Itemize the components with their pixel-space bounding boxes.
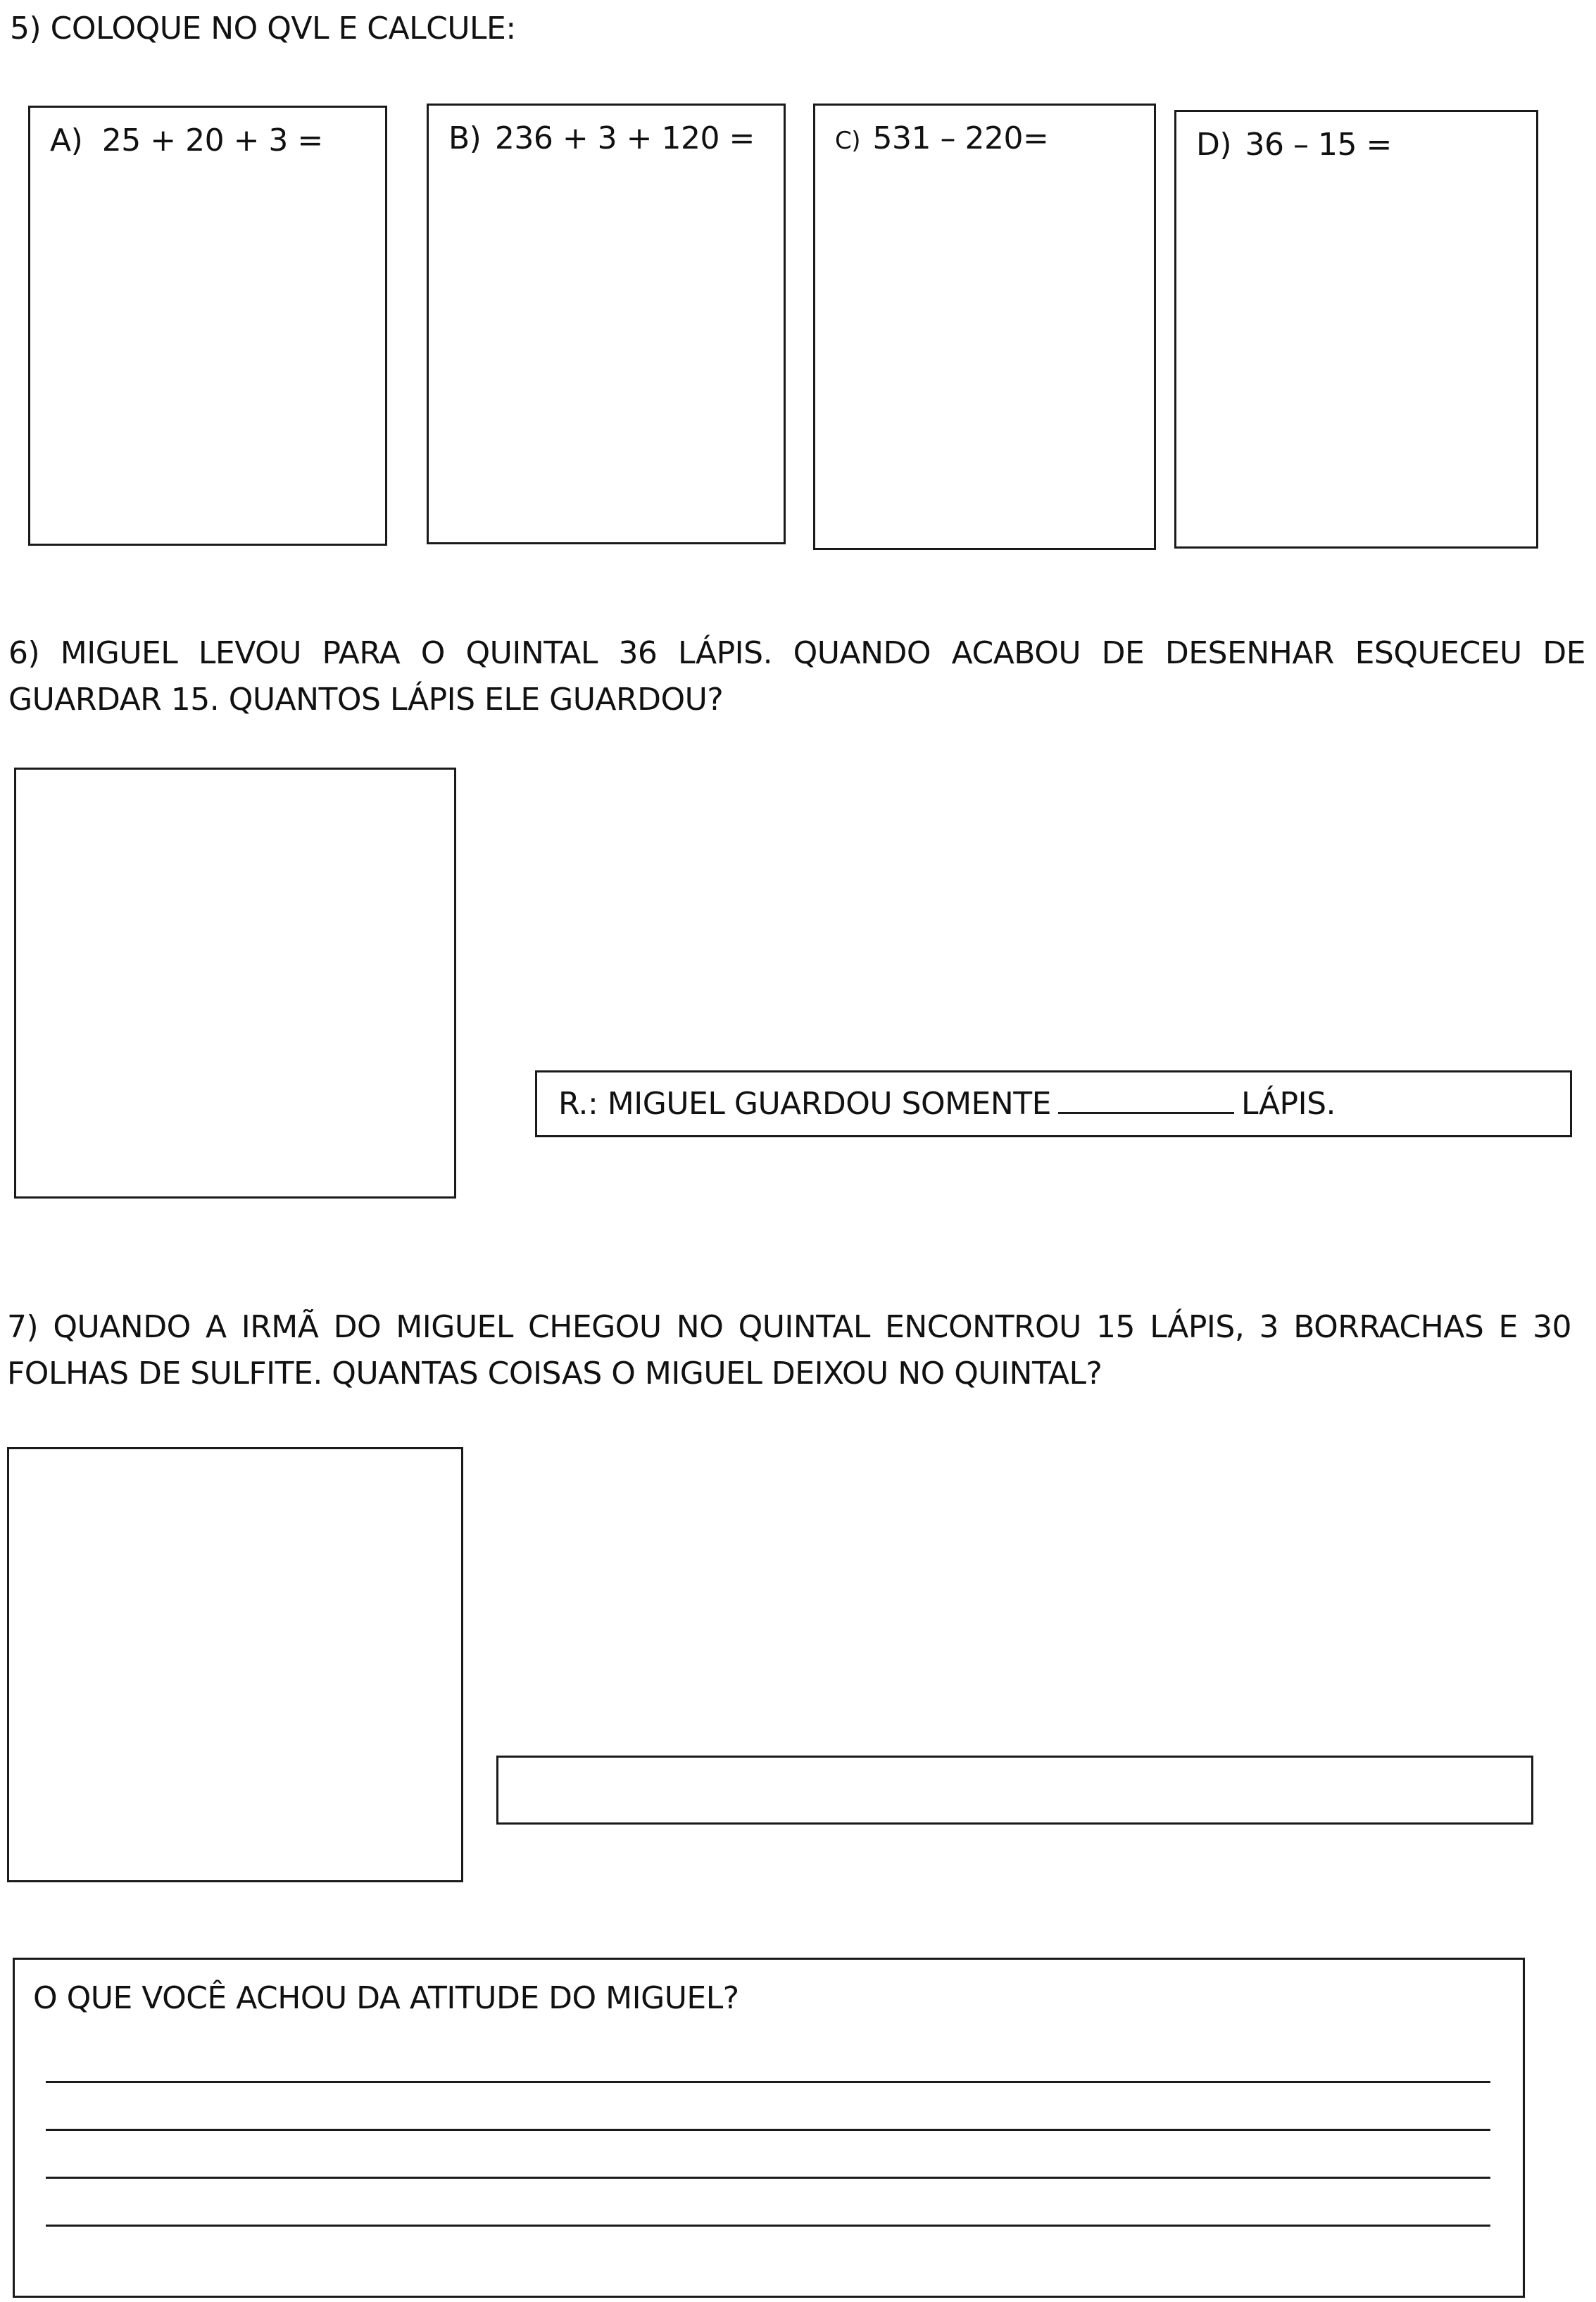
q5-box-d[interactable]: [1174, 110, 1538, 549]
q5-heading: 5) COLOQUE NO QVL E CALCULE:: [10, 11, 516, 46]
q5-box-d-expression: 36 – 15 =: [1245, 127, 1392, 163]
q5-box-a-prefix: A): [50, 123, 83, 158]
q6-question: 6) MIGUEL LEVOU PARA O QUINTAL 36 LÁPIS. QUANDO ACABOU DE DESENHAR ESQUECEU DE GUARDAR 15. QUANTOS LÁPIS ELE GUARDOU?: [8, 635, 1585, 718]
q6-work-box[interactable]: [14, 768, 456, 1199]
reflection-line[interactable]: [46, 2081, 1490, 2083]
q5-box-c-expression: 531 – 220=: [872, 120, 1049, 156]
q6-answer-prefix: R.: MIGUEL GUARDOU SOMENTE: [558, 1086, 1051, 1122]
q7-question: 7) QUANDO A IRMÃ DO MIGUEL CHEGOU NO QUINTAL ENCONTROU 15 LÁPIS, 3 BORRACHAS E 30 FOLHAS DE SULFITE. QUANTAS COISAS O MIGUEL DEIXOU NO QUINTAL?: [7, 1309, 1571, 1391]
q5-box-d-prefix: D): [1196, 127, 1232, 163]
q5-box-a-expression: 25 + 20 + 3 =: [101, 123, 323, 158]
q5-box-b-expression: 236 + 3 + 120 =: [494, 120, 755, 156]
q5-box-c-prefix: C): [835, 127, 861, 155]
q6-answer-blank[interactable]: [1058, 1084, 1234, 1114]
reflection-line[interactable]: [46, 2177, 1490, 2179]
q6-answer-box: [535, 1070, 1572, 1137]
q5-box-b-prefix: B): [448, 120, 482, 156]
q5-box-a[interactable]: [28, 106, 387, 546]
q7-work-box[interactable]: [7, 1447, 463, 1882]
q6-answer-suffix: LÁPIS.: [1240, 1086, 1336, 1122]
reflection-line[interactable]: [46, 2225, 1490, 2227]
reflection-box: [13, 1958, 1525, 2298]
q5-box-c[interactable]: [813, 104, 1156, 550]
q7-answer-box[interactable]: [496, 1756, 1533, 1825]
q5-box-b[interactable]: [427, 104, 786, 544]
reflection-question: O QUE VOCÊ ACHOU DA ATITUDE DO MIGUEL?: [33, 1980, 739, 2016]
reflection-line[interactable]: [46, 2129, 1490, 2131]
